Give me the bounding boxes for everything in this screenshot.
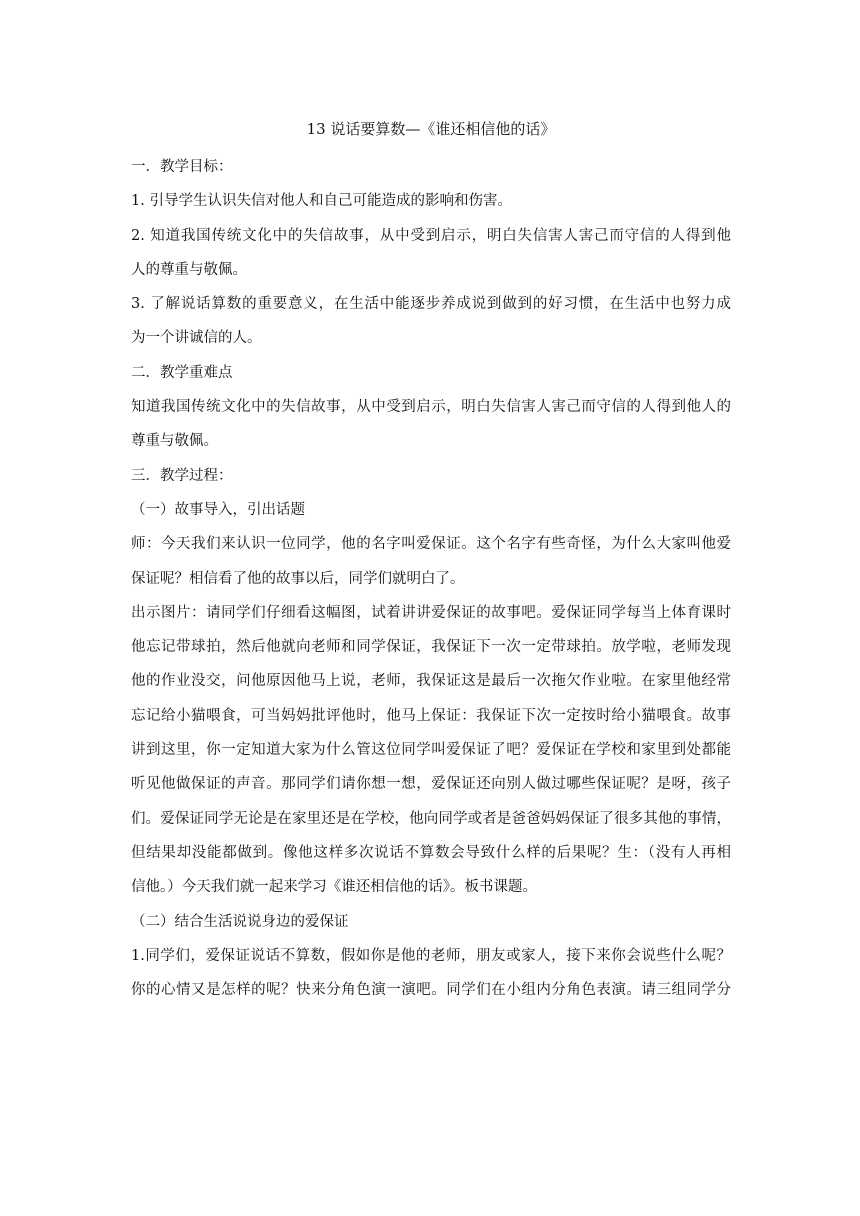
text-line: 师：今天我们来认识一位同学，他的名字叫爱保证。这个名字有些奇怪，为什么大家叫他爱: [131, 536, 731, 553]
text-line: 他忘记带球拍，然后他就向老师和同学保证，我保证下一次一定带球拍。放学啦，老师发现: [131, 639, 731, 656]
subsection-heading-life-examples: （二）结合生活说说身边的爱保证: [131, 913, 349, 930]
document-title: 13 说话要算数—《谁还相信他的话》: [306, 120, 556, 138]
text-line: 忘记给小猫喂食，可当妈妈批评他时，他马上保证：我保证下次一定按时给小猫喂食。故事: [131, 707, 731, 724]
text-line: 你的心情又是怎样的呢？快来分角色演一演吧。同学们在小组内分角色表演。请三组同学分: [131, 982, 731, 999]
objective-item-1: [131, 184, 731, 218]
text-line: 1.同学们，爱保证说话不算数，假如你是他的老师，朋友或家人，接下来你会说些什么呢？: [131, 947, 731, 964]
objective-item-3: [131, 287, 731, 356]
section-heading-process: 三．教学过程：: [131, 467, 233, 484]
text-line: 但结果却没能都做到。像他这样多次说话不算数会导致什么样的后果呢？生：（没有人再相: [131, 844, 731, 861]
text-line: 人的尊重与敬佩。: [131, 261, 247, 278]
text-line: 知道我国传统文化中的失信故事，从中受到启示，明白失信害人害己而守信的人得到他人的: [131, 399, 731, 416]
text-line: 1. 引导学生认识失信对他人和自己可能造成的影响和伤害。: [131, 193, 512, 210]
key-points-paragraph: [131, 390, 731, 459]
text-line: 信他。）今天我们就一起来学习《谁还相信他的话》。板书课题。: [131, 879, 537, 896]
text-line: 保证呢？相信看了他的故事以后，同学们就明白了。: [131, 570, 465, 587]
document-page: [131, 108, 731, 1007]
section-heading-key-points: 二．教学重难点: [131, 364, 233, 381]
text-line: 他的作业没交，问他原因他马上说，老师，我保证这是最后一次拖欠作业啦。在家里他经常: [131, 673, 731, 690]
text-line: 出示图片：请同学们仔细看这幅图，试着讲讲爱保证的故事吧。爱保证同学每当上体育课时: [131, 604, 731, 621]
roleplay-paragraph: [131, 939, 731, 1008]
text-line: 尊重与敬佩。: [131, 433, 218, 450]
story-paragraph: [131, 596, 731, 905]
text-line: 们。爱保证同学无论是在家里还是在学校，他向同学或者是爸爸妈妈保证了很多其他的事情，: [131, 810, 731, 827]
text-line: 为一个讲诚信的人。: [131, 330, 262, 347]
subsection-heading-story-intro: （一）故事导入，引出话题: [131, 501, 305, 518]
text-line: 听见他做保证的声音。那同学们请你想一想，爱保证还向别人做过哪些保证呢？是呀，孩子: [131, 776, 731, 793]
teacher-intro-paragraph: [131, 527, 731, 596]
text-line: 讲到这里，你一定知道大家为什么管这位同学叫爱保证了吧？爱保证在学校和家里到处都能: [131, 742, 731, 759]
text-line: 3. 了解说话算数的重要意义，在生活中能逐步养成说到做到的好习惯，在生活中也努力成: [131, 296, 731, 313]
objective-item-2: [131, 219, 731, 288]
section-heading-objectives: 一．教学目标：: [131, 159, 233, 175]
text-line: 2. 知道我国传统文化中的失信故事，从中受到启示，明白失信害人害己而守信的人得到他: [131, 227, 731, 244]
